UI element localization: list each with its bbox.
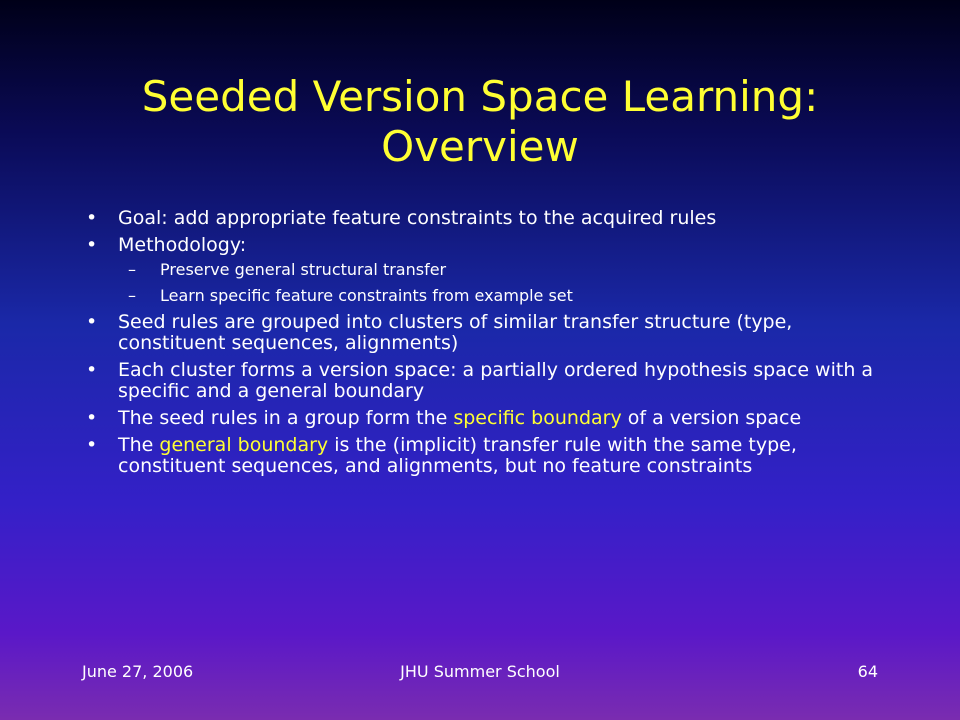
bullet-general-boundary bbox=[82, 435, 902, 477]
sub-bullet-marker: – bbox=[128, 260, 136, 279]
title-line-2: Overview bbox=[381, 122, 579, 171]
bullet-goal bbox=[82, 208, 902, 229]
bullet-marker: • bbox=[86, 207, 98, 229]
highlight-specific-boundary: specific boundary bbox=[453, 407, 622, 429]
bullet-text: Seed rules are grouped into clusters of similar transfer structure (type, constituent sequences, alignments) bbox=[118, 311, 793, 354]
footer-event: JHU Summer School bbox=[400, 662, 560, 681]
highlight-general-boundary: general boundary bbox=[159, 434, 329, 456]
bullet-each-cluster bbox=[82, 360, 902, 402]
bullet-text: Goal: add appropriate feature constraints to the acquired rules bbox=[118, 207, 717, 229]
bullet-text-start: The bbox=[118, 434, 160, 456]
bullet-text-start: The seed rules in a group form the bbox=[118, 407, 454, 429]
bullet-text: Each cluster forms a version space: a partially ordered hypothesis space with a specific and a general boundary bbox=[118, 359, 874, 402]
sub-bullet-learn bbox=[118, 286, 902, 306]
sub-bullet-marker: – bbox=[128, 286, 136, 305]
bullet-marker: • bbox=[86, 407, 98, 429]
slide-content bbox=[82, 208, 902, 483]
slide-title bbox=[60, 72, 900, 172]
bullet-marker: • bbox=[86, 234, 98, 256]
bullet-list bbox=[82, 208, 902, 477]
sub-bullet-text: Learn specific feature constraints from example set bbox=[160, 286, 573, 305]
bullet-marker: • bbox=[86, 359, 98, 381]
bullet-text-end: of a version space bbox=[621, 407, 802, 429]
bullet-methodology bbox=[82, 235, 902, 306]
bullet-text: Methodology: bbox=[118, 234, 247, 256]
sub-bullet-text: Preserve general structural transfer bbox=[160, 260, 447, 279]
title-line-1: Seeded Version Space Learning: bbox=[141, 72, 819, 121]
bullet-marker: • bbox=[86, 434, 98, 456]
bullet-seed-group bbox=[82, 408, 902, 429]
footer-date: June 27, 2006 bbox=[82, 662, 194, 681]
bullet-marker: • bbox=[86, 311, 98, 333]
bullet-seed-rules bbox=[82, 312, 902, 354]
bullet-text-end: is the (implicit) transfer rule with the same type, constituent sequences, and alignments, but no feature constraints bbox=[118, 434, 797, 477]
footer-page-number: 64 bbox=[857, 662, 878, 681]
sub-bullet-preserve bbox=[118, 260, 902, 280]
sub-bullet-list bbox=[118, 260, 902, 306]
